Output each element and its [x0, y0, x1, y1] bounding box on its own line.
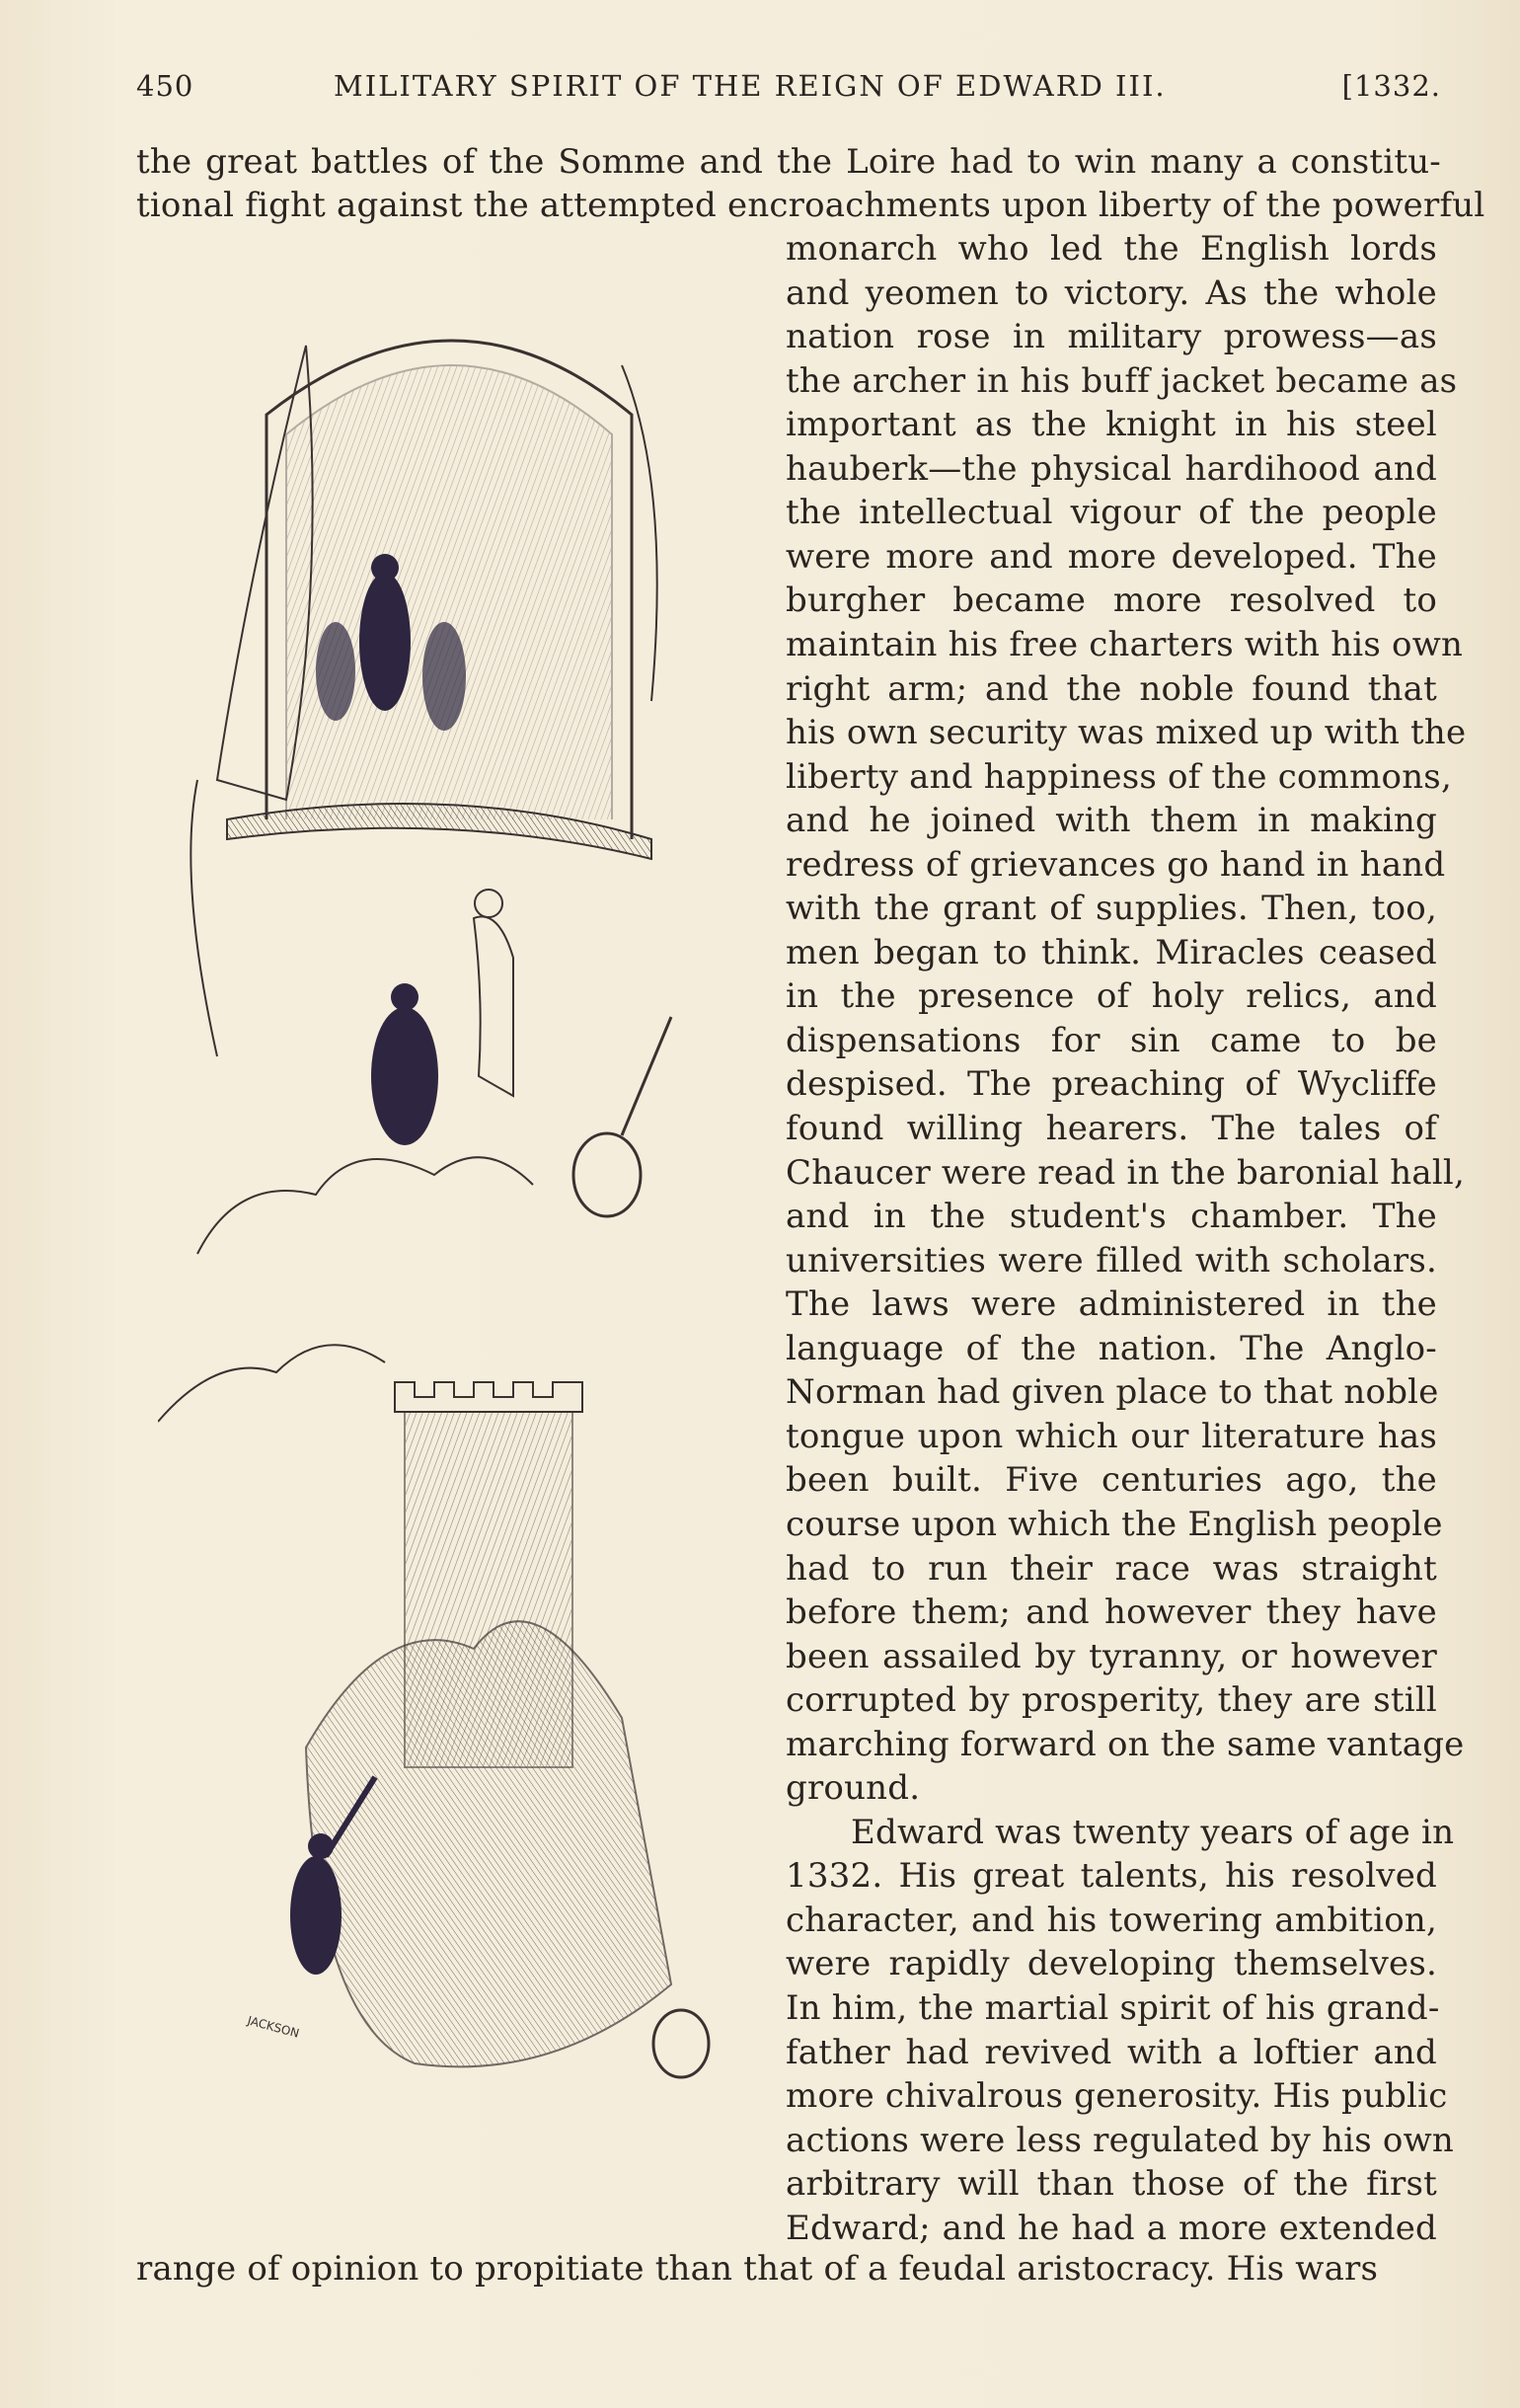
- column-text-line: corrupted by prosperity, they are still: [786, 1680, 1437, 1720]
- column-text-line: In him, the martial spirit of his grand-: [786, 1988, 1440, 2028]
- column-text-line: Edward was twenty years of age in: [851, 1813, 1455, 1852]
- column-text-line: and in the student's chamber. The: [786, 1197, 1437, 1236]
- column-text-line: The laws were administered in the: [786, 1284, 1437, 1324]
- text-line: the great battles of the Somme and the Loire had to win many a constitu-: [136, 142, 1441, 182]
- column-text-line: universities were filled with scholars.: [786, 1241, 1437, 1281]
- column-text-line: language of the nation. The Anglo-: [786, 1329, 1437, 1368]
- column-text-line: monarch who led the English lords: [786, 229, 1437, 269]
- running-header: [136, 69, 1441, 113]
- column-text-line: men began to think. Miracles ceased: [786, 933, 1437, 972]
- column-text-line: burgher became more resolved to: [786, 581, 1437, 620]
- column-text-line: nation rose in military prowess—as: [786, 317, 1437, 356]
- column-text-line: father had revived with a loftier and: [786, 2033, 1437, 2072]
- column-text-line: and yeomen to victory. As the whole: [786, 273, 1437, 313]
- column-text-line: redress of grievances go hand in hand: [786, 845, 1446, 885]
- column-text-line: in the presence of holy relics, and: [786, 976, 1437, 1016]
- illustration-signature: JACKSON: [246, 2013, 301, 2041]
- column-text-line: 1332. His great talents, his resolved: [786, 1856, 1437, 1896]
- column-text-line: were more and more developed. The: [786, 537, 1437, 577]
- column-text-line: maintain his free charters with his own: [786, 625, 1464, 664]
- column-text-line: and he joined with them in making: [786, 801, 1437, 840]
- column-text-line: the intellectual vigour of the people: [786, 493, 1437, 532]
- column-text-line: Edward; and he had a more extended: [786, 2209, 1437, 2248]
- engraved-illustration: [158, 286, 760, 2221]
- column-text-line: been assailed by tyranny, or however: [786, 1637, 1437, 1676]
- column-text-line: his own security was mixed up with the: [786, 713, 1467, 752]
- text-line: tional fight against the attempted encroachments upon liberty of the powerful: [136, 186, 1485, 225]
- column-text-line: tongue upon which our literature has: [786, 1417, 1437, 1456]
- column-text-line: marching forward on the same vantage: [786, 1725, 1465, 1764]
- column-text-line: with the grant of supplies. Then, too,: [786, 889, 1437, 928]
- column-text-line: the archer in his buff jacket became as: [786, 361, 1458, 401]
- column-text-line: hauberk—the physical hardihood and: [786, 449, 1437, 489]
- column-text-line: liberty and happiness of the commons,: [786, 757, 1452, 797]
- header-year: [1332.: [1341, 69, 1441, 103]
- column-text-line: arbitrary will than those of the first: [786, 2164, 1437, 2204]
- page-number: 450: [136, 69, 194, 103]
- column-text-line: more chivalrous generosity. His public: [786, 2076, 1448, 2116]
- column-text-line: dispensations for sin came to be: [786, 1021, 1437, 1060]
- column-text-line: were rapidly developing themselves.: [786, 1944, 1437, 1983]
- text-line: range of opinion to propitiate than that of a feudal aristocracy. His wars: [136, 2249, 1379, 2289]
- column-text-line: Norman had given place to that noble: [786, 1372, 1439, 1412]
- column-text-line: been built. Five centuries ago, the: [786, 1460, 1437, 1500]
- column-text-line: ground.: [786, 1768, 921, 1808]
- column-text-line: character, and his towering ambition,: [786, 1901, 1437, 1940]
- column-text-line: had to run their race was straight: [786, 1549, 1437, 1589]
- column-text-line: before them; and however they have: [786, 1592, 1437, 1632]
- column-text-line: right arm; and the noble found that: [786, 669, 1437, 709]
- column-text-line: course upon which the English people: [786, 1505, 1443, 1544]
- column-text-line: despised. The preaching of Wycliffe: [786, 1064, 1437, 1104]
- running-title: MILITARY SPIRIT OF THE REIGN OF EDWARD III.: [334, 69, 1167, 103]
- column-text-line: actions were less regulated by his own: [786, 2121, 1454, 2160]
- column-text-line: Chaucer were read in the baronial hall,: [786, 1153, 1465, 1193]
- column-text-line: important as the knight in his steel: [786, 405, 1437, 444]
- column-text-line: found willing hearers. The tales of: [786, 1109, 1437, 1148]
